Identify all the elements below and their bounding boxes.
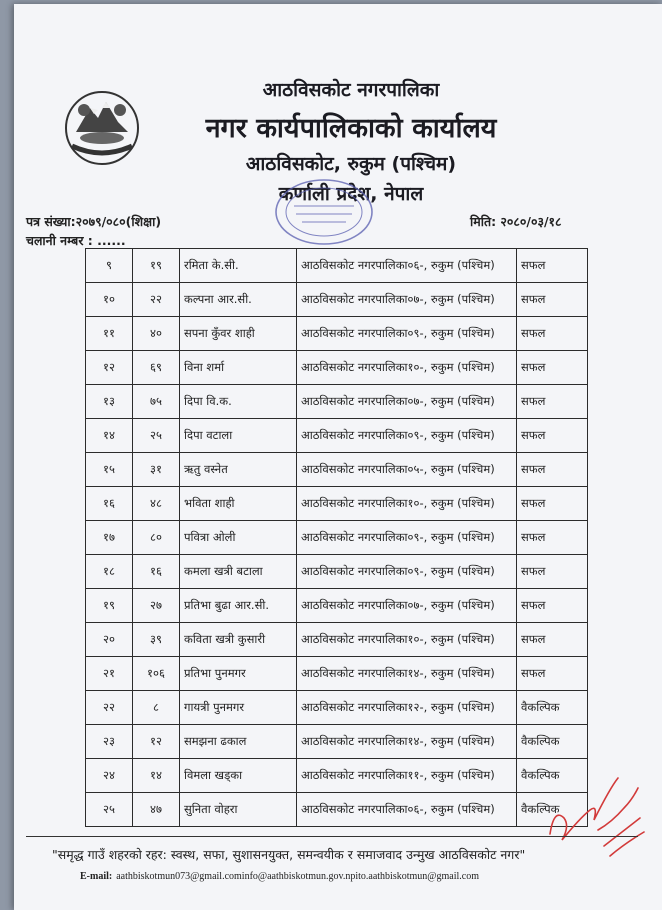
roll-number-cell: २२ xyxy=(133,283,180,317)
roll-number-cell: ४८ xyxy=(133,487,180,521)
student-name-cell: कविता खत्री कुसारी xyxy=(180,623,297,657)
serial-number-cell: १५ xyxy=(86,453,133,487)
student-name-cell: गायत्री पुनमगर xyxy=(180,691,297,725)
roll-number-cell: १६ xyxy=(133,555,180,589)
student-name-cell: दिपा वटाला xyxy=(180,419,297,453)
municipality-name: आठविसकोट नगरपालिका xyxy=(262,79,440,101)
roll-number-cell: ६९ xyxy=(133,351,180,385)
student-name-cell: प्रतिभा बुढा आर.सी. xyxy=(180,589,297,623)
serial-number-cell: १७ xyxy=(86,521,133,555)
office-stamp-icon xyxy=(272,176,376,248)
serial-number-cell: १८ xyxy=(86,555,133,589)
serial-number-cell: १९ xyxy=(86,589,133,623)
student-name-cell: समझना ढकाल xyxy=(180,725,297,759)
serial-number-cell: २२ xyxy=(86,691,133,725)
address-cell: आठविसकोट नगरपालिका१४-, रुकुम (पश्चिम) xyxy=(297,725,517,759)
roll-number-cell: १२ xyxy=(133,725,180,759)
address-cell: आठविसकोट नगरपालिका०९-, रुकुम (पश्चिम) xyxy=(297,419,517,453)
table-row xyxy=(86,283,588,317)
table-row xyxy=(86,521,588,555)
result-cell: सफल xyxy=(517,623,588,657)
student-name-cell: कमला खत्री बटाला xyxy=(180,555,297,589)
result-cell: सफल xyxy=(517,521,588,555)
table-row xyxy=(86,351,588,385)
roll-number-cell: १०६ xyxy=(133,657,180,691)
address-cell: आठविसकोट नगरपालिका०९-, रुकुम (पश्चिम) xyxy=(297,555,517,589)
result-cell: वैकल्पिक xyxy=(517,691,588,725)
serial-number-cell: १३ xyxy=(86,385,133,419)
serial-number-cell: २३ xyxy=(86,725,133,759)
address-cell: आठविसकोट नगरपालिका०९-, रुकुम (पश्चिम) xyxy=(297,521,517,555)
dispatch-number: चलानी नम्बर : ...... xyxy=(26,233,126,248)
student-name-cell: विमला खड्का xyxy=(180,759,297,793)
address-cell: आठविसकोट नगरपालिका१४-, रुकुम (पश्चिम) xyxy=(297,657,517,691)
table-row xyxy=(86,691,588,725)
student-name-cell: सपना कुँवर शाही xyxy=(180,317,297,351)
result-cell: वैकल्पिक xyxy=(517,793,588,827)
result-cell: सफल xyxy=(517,589,588,623)
table-row xyxy=(86,317,588,351)
address-cell: आठविसकोट नगरपालिका१०-, रुकुम (पश्चिम) xyxy=(297,487,517,521)
student-name-cell: दिपा वि.क. xyxy=(180,385,297,419)
footer-divider xyxy=(26,836,638,837)
roll-number-cell: ८ xyxy=(133,691,180,725)
table-row xyxy=(86,793,588,827)
roll-number-cell: २५ xyxy=(133,419,180,453)
serial-number-cell: २१ xyxy=(86,657,133,691)
student-name-cell: ऋतु वस्नेत xyxy=(180,453,297,487)
result-cell: वैकल्पिक xyxy=(517,759,588,793)
roll-number-cell: ७५ xyxy=(133,385,180,419)
roll-number-cell: ३९ xyxy=(133,623,180,657)
result-cell: सफल xyxy=(517,351,588,385)
email-address[interactable]: aathbiskotmun073@gmail.cominfo@aathbiskotmun.gov.npito.aathbiskotmun@gmail.com xyxy=(116,871,479,882)
results-table xyxy=(85,248,588,827)
reference-number: पत्र संख्या:२०७९/०८०(शिक्षा) xyxy=(26,214,162,229)
footer-email xyxy=(80,871,479,882)
address-cell: आठविसकोट नगरपालिका०९-, रुकुम (पश्चिम) xyxy=(297,317,517,351)
table-row xyxy=(86,555,588,589)
serial-number-cell: १२ xyxy=(86,351,133,385)
address-cell: आठविसकोट नगरपालिका१०-, रुकुम (पश्चिम) xyxy=(297,351,517,385)
roll-number-cell: ४० xyxy=(133,317,180,351)
address-cell: आठविसकोट नगरपालिका०६-, रुकुम (पश्चिम) xyxy=(297,793,517,827)
roll-number-cell: १९ xyxy=(133,249,180,283)
email-label: E-mail: xyxy=(80,871,113,882)
serial-number-cell: ९ xyxy=(86,249,133,283)
address-cell: आठविसकोट नगरपालिका११-, रुकुम (पश्चिम) xyxy=(297,759,517,793)
roll-number-cell: १४ xyxy=(133,759,180,793)
serial-number-cell: २४ xyxy=(86,759,133,793)
office-name: नगर कार्यपालिकाको कार्यालय xyxy=(205,113,497,144)
table-row xyxy=(86,487,588,521)
address-cell: आठविसकोट नगरपालिका०६-, रुकुम (पश्चिम) xyxy=(297,249,517,283)
student-name-cell: पवित्रा ओली xyxy=(180,521,297,555)
student-name-cell: सुनिता वोहरा xyxy=(180,793,297,827)
table-row xyxy=(86,589,588,623)
student-name-cell: कल्पना आर.सी. xyxy=(180,283,297,317)
result-cell: सफल xyxy=(517,657,588,691)
table-row xyxy=(86,385,588,419)
student-name-cell: प्रतिभा पुनमगर xyxy=(180,657,297,691)
table-row xyxy=(86,453,588,487)
footer-motto: "समृद्ध गाउँ शहरको रहर: स्वस्थ, सफा, सुशासनयुक्त, समन्वयीक र समाजवाद उन्मुख आठविसकोट नगर" xyxy=(52,847,526,862)
table-row xyxy=(86,623,588,657)
result-cell: सफल xyxy=(517,453,588,487)
serial-number-cell: २५ xyxy=(86,793,133,827)
address-cell: आठविसकोट नगरपालिका०७-, रुकुम (पश्चिम) xyxy=(297,385,517,419)
result-cell: सफल xyxy=(517,283,588,317)
student-name-cell: विना शर्मा xyxy=(180,351,297,385)
result-cell: सफल xyxy=(517,317,588,351)
student-name-cell: रमिता के.सी. xyxy=(180,249,297,283)
roll-number-cell: २७ xyxy=(133,589,180,623)
serial-number-cell: १० xyxy=(86,283,133,317)
result-cell: सफल xyxy=(517,419,588,453)
table-row xyxy=(86,249,588,283)
table-row xyxy=(86,419,588,453)
result-cell: सफल xyxy=(517,385,588,419)
result-cell: वैकल्पिक xyxy=(517,725,588,759)
table-row xyxy=(86,759,588,793)
roll-number-cell: ३१ xyxy=(133,453,180,487)
address-cell: आठविसकोट नगरपालिका०७-, रुकुम (पश्चिम) xyxy=(297,589,517,623)
serial-number-cell: २० xyxy=(86,623,133,657)
address-cell: आठविसकोट नगरपालिका०७-, रुकुम (पश्चिम) xyxy=(297,283,517,317)
result-cell: सफल xyxy=(517,487,588,521)
letter-date: मिति: २०८०/०३/१८ xyxy=(470,214,562,229)
roll-number-cell: ४७ xyxy=(133,793,180,827)
result-cell: सफल xyxy=(517,555,588,589)
address-cell: आठविसकोट नगरपालिका१०-, रुकुम (पश्चिम) xyxy=(297,623,517,657)
table-row xyxy=(86,725,588,759)
serial-number-cell: ११ xyxy=(86,317,133,351)
address-cell: आठविसकोट नगरपालिका०५-, रुकुम (पश्चिम) xyxy=(297,453,517,487)
office-location: आठविसकोट, रुकुम (पश्चिम) xyxy=(245,153,457,175)
result-cell: सफल xyxy=(517,249,588,283)
roll-number-cell: ८० xyxy=(133,521,180,555)
serial-number-cell: १६ xyxy=(86,487,133,521)
table-row xyxy=(86,657,588,691)
student-name-cell: भविता शाही xyxy=(180,487,297,521)
serial-number-cell: १४ xyxy=(86,419,133,453)
province-name: कर्णाली प्रदेश, नेपाल xyxy=(278,183,424,205)
address-cell: आठविसकोट नगरपालिका१२-, रुकुम (पश्चिम) xyxy=(297,691,517,725)
